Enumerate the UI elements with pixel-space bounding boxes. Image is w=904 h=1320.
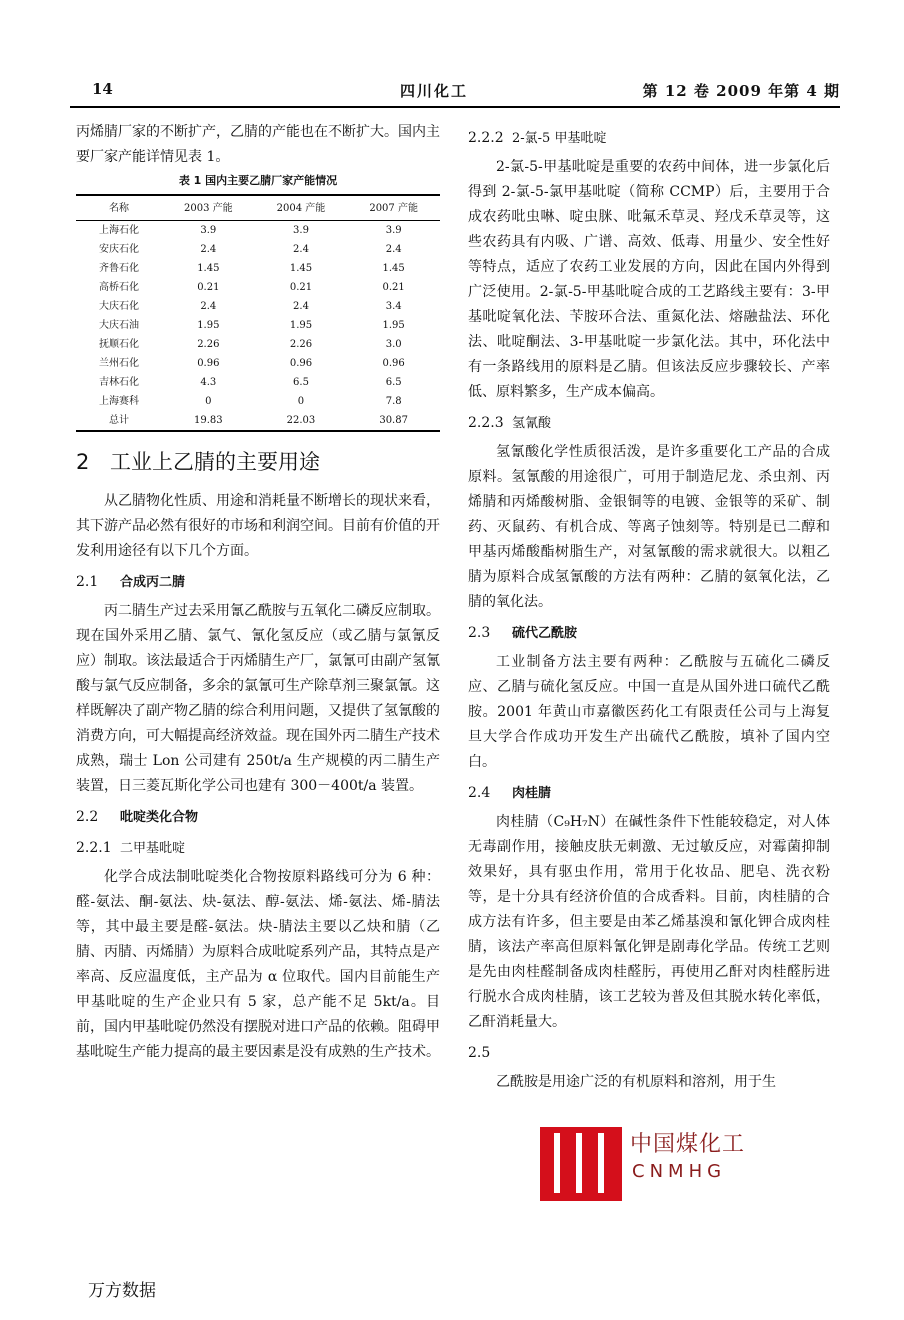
- subsection-title: 氢氰酸: [512, 416, 552, 431]
- section-number: 2: [76, 450, 90, 474]
- table-cell-value: 2.4: [385, 244, 402, 255]
- table-cell-value: 6.5: [385, 377, 402, 388]
- right-column: [468, 120, 830, 1095]
- subsection-2-3-heading: [468, 621, 830, 646]
- table-cell-value: 1.45: [382, 263, 405, 274]
- watermark-english: CNMHG: [632, 1161, 727, 1182]
- table-cell-value: 3.0: [385, 339, 402, 350]
- running-header: [70, 72, 840, 108]
- subsection-2-2-2-paragraph: 2-氯-5-甲基吡啶是重要的农药中间体，进一步氯化后得到 2-氯-5-氯甲基吡啶（简称 CCMP）后，主要用于合成农药吡虫啉、啶虫脒、吡氟禾草灵、羟戊禾草灵等，这些农药具有内吸、广谱、高效、低毒、用量少、安全性好等特点，适应了农药工业发展的方向，因此在国内外得到广泛使用。2-氯-5-甲基吡啶合成的工艺路线主要有：3-甲基吡啶氧化法、苄胺环合法、重氮化法、熔融盐法、环化法、吡啶酮法、3-甲基吡啶一步氯化法。其中，环化法中有一条路线用的原料是乙腈。但该法反应步骤较长、产率低、原料繁多，生产成本偏高。: [468, 159, 830, 400]
- subsection-2-5-heading: [468, 1041, 830, 1066]
- subsection-number: 2.4: [468, 785, 491, 801]
- watermark-logo-bar: [554, 1133, 560, 1193]
- subsection-2-2-1-heading: [76, 836, 440, 861]
- table-cell-value: 2.26: [197, 339, 220, 350]
- table-cell-value: 0.96: [382, 358, 405, 369]
- table-cell-name: 兰州石化: [99, 358, 139, 369]
- subsection-number: 2.1: [76, 574, 99, 590]
- subsection-number: 2.5: [468, 1045, 491, 1061]
- subsection-title: 肉桂腈: [512, 786, 552, 801]
- table-cell-name: 大庆石化: [99, 301, 139, 312]
- table-cell-value: 1.95: [382, 320, 405, 331]
- table-cell-name: 齐鲁石化: [99, 263, 139, 274]
- subsection-2-2-3-heading: [468, 411, 830, 436]
- table-cell-value: 22.03: [255, 411, 348, 431]
- subsection-2-1-heading: [76, 570, 440, 595]
- subsection-title: 合成丙二腈: [120, 575, 186, 590]
- table-row: [76, 221, 440, 241]
- table-cell-value: 3.9: [200, 225, 217, 236]
- subsection-number: 2.3: [468, 625, 491, 641]
- subsection-title: 2-氯-5 甲基吡啶: [512, 131, 607, 146]
- table-header: 2004 产能: [255, 195, 348, 221]
- table-cell-name: 高桥石化: [99, 282, 139, 293]
- table-cell-value: 1.95: [197, 320, 220, 331]
- footer-source: 万方数据: [88, 1281, 156, 1301]
- subsection-title: 二甲基吡啶: [120, 841, 186, 856]
- table-cell-value: 0.96: [197, 358, 220, 369]
- table-cell-value: 2.4: [293, 301, 309, 312]
- table-cell-name: 吉林石化: [99, 377, 139, 388]
- subsection-2-5-paragraph: 乙酰胺是用途广泛的有机原料和溶剂，用于生: [496, 1074, 776, 1090]
- table-cell-value: 30.87: [347, 411, 440, 431]
- table-cell-value: 1.95: [289, 320, 313, 331]
- subsection-2-2-3-paragraph: 氢氰酸化学性质很活泼，是许多重要化工产品的合成原料。氢氰酸的用途很广，可用于制造尼龙、杀虫剂、丙烯腈和丙烯酸树脂、金银铜等的电镀、金银等的采矿、制药、灭鼠药、有机合成、等离子蚀刻等。特别是已二醇和甲基丙烯酸酯树脂生产，对氢氰酸的需求就很大。以粗乙腈为原料合成氢氰酸的方法有两种：乙腈的氨氧化法，乙腈的氧化法。: [468, 444, 830, 610]
- table-cell-value: 0.21: [197, 282, 220, 293]
- page-number: 14: [92, 80, 113, 98]
- table-cell-value: 2.4: [200, 244, 217, 255]
- intro-paragraph: 丙烯腈厂家的不断扩产，乙腈的产能也在不断扩大。国内主要厂家产能详情见表 1。: [76, 124, 440, 165]
- table-cell-name: 大庆石油: [99, 320, 139, 331]
- table-caption: 表 1 国内主要乙腈厂家产能情况: [178, 174, 338, 187]
- table-cell-value: 0.96: [289, 358, 313, 369]
- table-cell-value: 3.9: [293, 225, 309, 236]
- subsection-2-4-heading: [468, 781, 830, 806]
- section-2-paragraph: 从乙腈物化性质、用途和消耗量不断增长的现状来看，其下游产品必然有很好的市场和利润空间。目前有价值的开发利用途径有以下几个方面。: [76, 493, 440, 559]
- subsection-2-3-paragraph: 工业制备方法主要有两种：乙酰胺与五硫化二磷反应、乙腈与硫化氢反应。中国一直是从国外进口硫代乙酰胺。2001 年黄山市嘉徽医药化工有限责任公司与上海复旦大学合作成功开发生产出硫代乙酰胺，填补了国内空白。: [468, 654, 830, 770]
- table-row: [76, 297, 440, 316]
- table-row: [76, 335, 440, 354]
- subsection-2-2-1-paragraph: 化学合成法制吡啶类化合物按原料路线可分为 6 种：醛-氨法、酮-氨法、炔-氨法、醇-氨法、烯-氨法、烯-腈法等，其中最主要是醛-氨法。炔-腈法主要以乙炔和腈（乙腈、丙腈、丙烯腈）为原料合成吡啶系列产品，其特点是产率高、反应温度低，主产品为 α 位取代。国内目前能生产甲基吡啶的生产企业只有 5 家，总产能不足 5kt/a。目前，国内甲基吡啶仍然没有摆脱对进口产品的依赖。阻碍甲基吡啶生产能力提高的最主要因素是没有成熟的生产技术。: [76, 869, 440, 1060]
- table-cell-value: 1.45: [289, 263, 313, 274]
- table-cell-name: 上海赛科: [99, 396, 139, 407]
- table-cell-name: 抚顺石化: [99, 339, 139, 350]
- table-cell-value: 4.3: [200, 377, 217, 388]
- subsection-2-2-2-heading: [468, 126, 830, 151]
- section-title: 工业上乙腈的主要用途: [110, 450, 320, 474]
- table-row: [76, 392, 440, 411]
- table-row: [76, 316, 440, 335]
- subsection-title: 硫代乙酰胺: [512, 626, 578, 641]
- table-row: [76, 259, 440, 278]
- table-cell-value: 0: [205, 396, 212, 407]
- watermark-chinese: 中国煤化工: [630, 1132, 746, 1157]
- table-row: [76, 354, 440, 373]
- table-row: [76, 373, 440, 392]
- table-cell-value: 2.4: [200, 301, 217, 312]
- watermark-logo-bar: [598, 1133, 604, 1193]
- capacity-table: [76, 194, 440, 432]
- table-header: 名称: [76, 195, 162, 221]
- table-cell-value: 2.26: [289, 339, 313, 350]
- journal-name: 四川化工: [400, 82, 469, 100]
- table-header: 2007 产能: [347, 195, 440, 221]
- subsection-2-2-heading: [76, 805, 440, 830]
- table-cell-value: 0: [297, 396, 305, 407]
- table-cell-value: 0.21: [382, 282, 405, 293]
- table-cell-value: 0.21: [289, 282, 313, 293]
- table-cell-value: 3.4: [385, 301, 402, 312]
- left-column: [76, 120, 440, 1065]
- subsection-2-4-paragraph: 肉桂腈（C₉H₇N）在碱性条件下性能较稳定，对人体无毒副作用，接触皮肤无刺激、无过敏反应，对霉菌抑制效果好，具有驱虫作用，常用于化妆品、肥皂、洗衣粉等，是十分具有经济价值的合成香料。目前，肉桂腈的合成方法有许多，但主要是由苯乙烯基溴和氰化钾合成肉桂腈，该法产率高但原料氰化钾是剧毒化学品。传统工艺则是先由肉桂醛制备成肉桂醛肟，再使用乙酐对肉桂醛肟进行脱水合成肉桂腈，该工艺较为普及但其脱水转化率低，乙酐消耗量大。: [468, 814, 830, 1030]
- table-cell-value: 7.8: [385, 396, 402, 407]
- watermark-logo-bar: [576, 1133, 582, 1193]
- table-header-row: [76, 195, 440, 221]
- table-cell-name: 总计: [76, 411, 162, 431]
- cnmhg-watermark: [540, 1127, 760, 1201]
- subsection-number: 2.2.1: [76, 840, 112, 856]
- table-cell-value: 3.9: [385, 225, 402, 236]
- table-cell-value: 6.5: [293, 377, 309, 388]
- watermark-logo-icon: [540, 1127, 622, 1201]
- table-row: [76, 411, 440, 431]
- table-cell-value: 1.45: [197, 263, 220, 274]
- table-cell-value: 19.83: [162, 411, 255, 431]
- volume-issue: 第 12 卷 2009 年第 4 期: [642, 82, 840, 100]
- subsection-number: 2.2.3: [468, 415, 504, 431]
- subsection-2-1-paragraph: 丙二腈生产过去采用氰乙酰胺与五氧化二磷反应制取。现在国外采用乙腈、氯气、氰化氢反应（或乙腈与氯氰反应）制取。该法最适合于丙烯腈生产厂，氯氰可由副产氢氰酸与氯气反应制备，多余的氯氰可生产除草剂三聚氯氰。这样既解决了副产物乙腈的综合利用问题，又提供了氢氰酸的消费方向，可大幅提高经济效益。现在国外丙二腈生产技术成熟，瑞士 Lon 公司建有 250t/a 生产规模的丙二腈生产装置，日三菱瓦斯化学公司也建有 300－400t/a 装置。: [76, 603, 440, 794]
- table-cell-value: 2.4: [293, 244, 309, 255]
- subsection-number: 2.2.2: [468, 130, 504, 146]
- subsection-title: 吡啶类化合物: [120, 810, 199, 825]
- table-row: [76, 278, 440, 297]
- table-row: [76, 240, 440, 259]
- table-header: 2003 产能: [162, 195, 255, 221]
- subsection-number: 2.2: [76, 809, 99, 825]
- section-2-heading: [76, 450, 440, 475]
- table-cell-name: 安庆石化: [99, 244, 139, 255]
- table-cell-name: 上海石化: [99, 225, 139, 236]
